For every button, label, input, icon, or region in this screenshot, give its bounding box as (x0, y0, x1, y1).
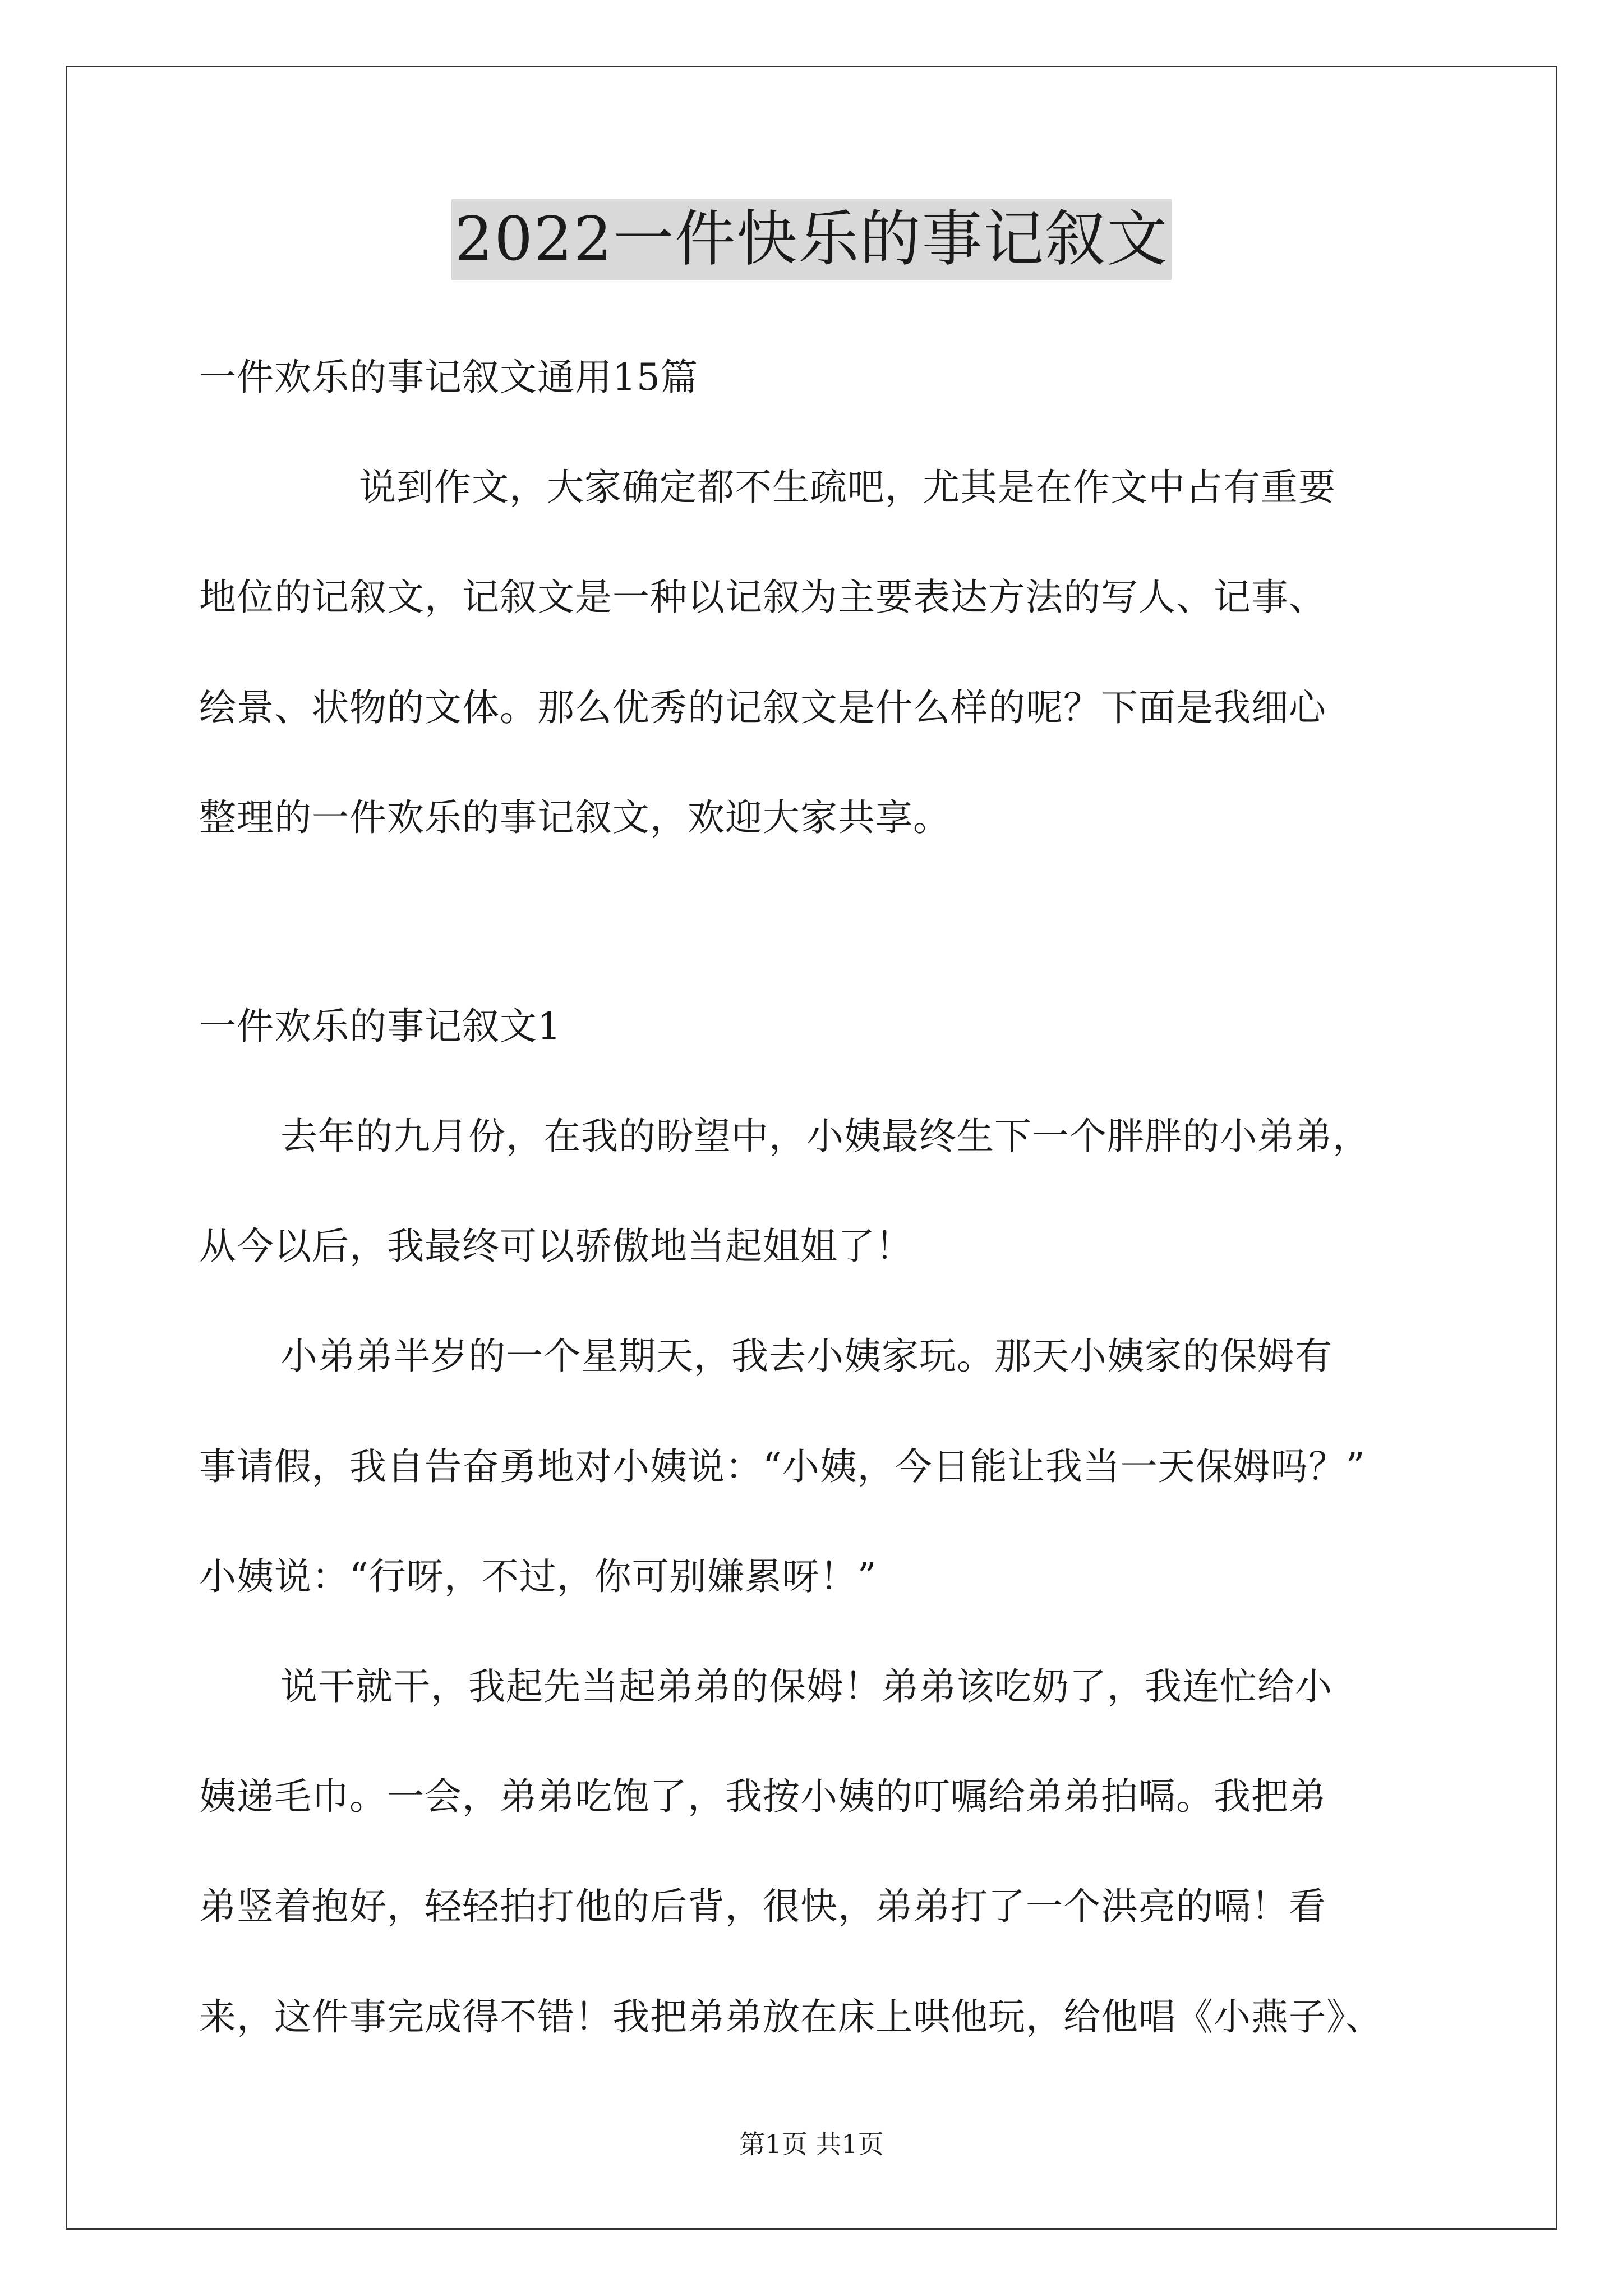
title-container (0, 199, 1623, 280)
body-line: 事请假，我自告奋勇地对小姨说：“小姨，今日能让我当一天保姆吗？” (199, 1445, 1366, 1488)
section-heading: 一件欢乐的事记叙文1 (199, 1005, 561, 1048)
body-line: 小弟弟半岁的一个星期天，我去小姨家玩。那天小姨家的保姆有 (280, 1335, 1332, 1378)
body-line: 姨递毛巾。一会，弟弟吃饱了，我按小姨的叮嘱给弟弟拍嗝。我把弟 (199, 1775, 1326, 1818)
intro-line: 地位的记叙文，记叙文是一种以记叙为主要表达方法的写人、记事、 (199, 576, 1326, 619)
body-line: 去年的九月份，在我的盼望中，小姨最终生下一个胖胖的小弟弟， (280, 1115, 1370, 1158)
body-line: 小姨说：“行呀，不过，你可别嫌累呀！” (199, 1555, 877, 1598)
document-subtitle: 一件欢乐的事记叙文通用15篇 (199, 356, 698, 399)
intro-line: 整理的一件欢乐的事记叙文，欢迎大家共享。 (199, 796, 951, 839)
body-line: 说干就干，我起先当起弟弟的保姆！弟弟该吃奶了，我连忙给小 (280, 1665, 1332, 1708)
body-line: 弟竖着抱好，轻轻拍打他的后背，很快，弟弟打了一个洪亮的嗝！看 (199, 1885, 1326, 1928)
body-line: 从今以后，我最终可以骄傲地当起姐姐了！ (199, 1225, 913, 1268)
body-line: 来，这件事完成得不错！我把弟弟放在床上哄他玩，给他唱《小燕子》、 (199, 1995, 1383, 2039)
intro-line: 绘景、状物的文体。那么优秀的记叙文是什么样的呢？下面是我细心 (199, 686, 1326, 729)
page-number: 第1页 共1页 (739, 2129, 884, 2159)
document-title: 2022一件快乐的事记叙文 (451, 199, 1172, 280)
intro-line: 说到作文，大家确定都不生疏吧，尤其是在作文中占有重要 (359, 466, 1336, 509)
